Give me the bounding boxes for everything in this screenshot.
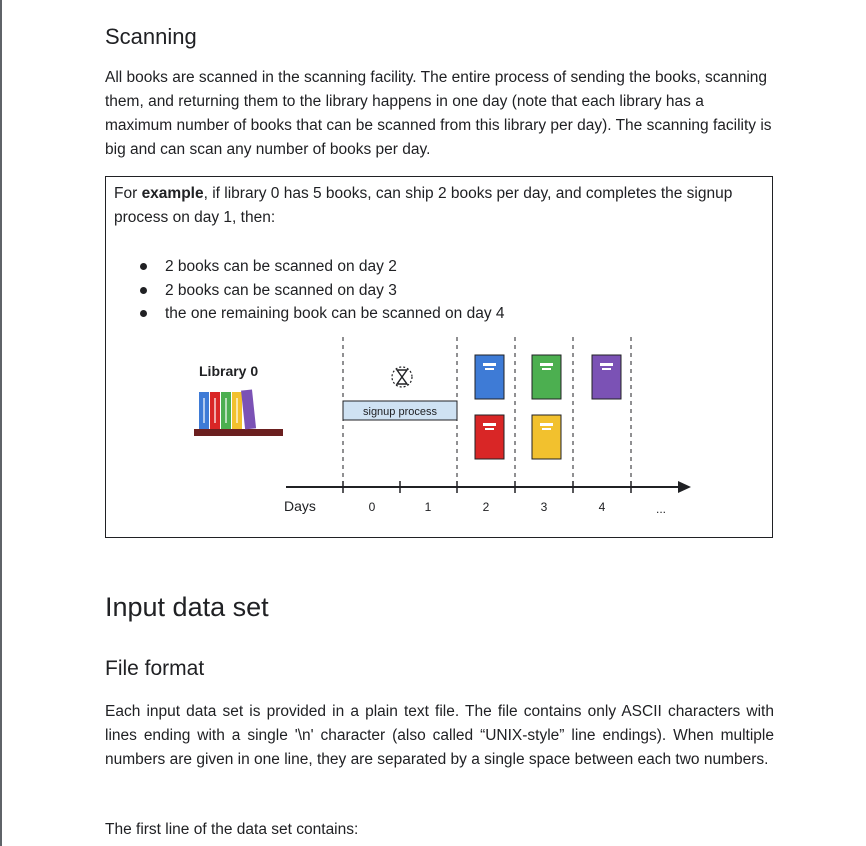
book-icon — [475, 355, 504, 399]
library-illustration — [194, 363, 283, 436]
example-intro-prefix: For — [114, 185, 142, 202]
example-bullet: 2 books can be scanned on day 3 — [138, 279, 505, 303]
example-bullet: 2 books can be scanned on day 2 — [138, 255, 505, 279]
tick-label: 1 — [424, 500, 432, 514]
scanning-heading: Scanning — [105, 24, 197, 49]
file-format-paragraph: Each input data set is provided in a plain text file. The file contains only ASCII characters with lines ending with a single '\n' character (also called “UNIX-style” line endings). When multiple numbers are given in one line, they are separated by a single space between each two numbers. — [105, 703, 774, 768]
tick-label: 0 — [368, 500, 376, 514]
example-intro-rest: , if library 0 has 5 books, can ship 2 books per day, and completes the signup process on day 1, then: — [114, 185, 733, 226]
scanning-timeline-diagram — [106, 177, 772, 537]
book-icon — [532, 355, 561, 399]
book-icon — [592, 355, 621, 399]
input-data-set-heading: Input data set — [105, 592, 269, 622]
signup-process-label: signup process — [363, 406, 437, 418]
library-label: Library 0 — [199, 363, 259, 379]
example-intro-bold: example — [141, 185, 204, 202]
arrow-right-icon — [678, 481, 691, 493]
file-format-heading: File format — [105, 657, 205, 680]
book-icon — [532, 415, 561, 459]
scanned-book-icons — [475, 355, 621, 459]
book-spine-icon — [241, 389, 256, 429]
tick-label: 4 — [598, 500, 606, 514]
tick-label: ... — [655, 502, 667, 516]
example-box — [105, 176, 773, 538]
days-axis — [284, 481, 691, 516]
book-icon — [475, 415, 504, 459]
page-left-border — [0, 0, 2, 846]
hourglass-icon — [392, 367, 412, 387]
days-axis-label: Days — [284, 498, 316, 514]
tick-label: 2 — [482, 500, 490, 514]
shelf-icon — [194, 429, 283, 436]
first-line-paragraph: The first line of the data set contains: — [105, 821, 359, 838]
example-bullet: the one remaining book can be scanned on day 4 — [138, 302, 505, 326]
tick-label: 3 — [540, 500, 548, 514]
scanning-paragraph: All books are scanned in the scanning facility. The entire process of sending the books, scanning them, and returning them to the library happens in one day (note that each library has a maximum number of books that can be scanned from this library per day). The scanning facility is big and can scan any number of books per day. — [105, 69, 772, 158]
